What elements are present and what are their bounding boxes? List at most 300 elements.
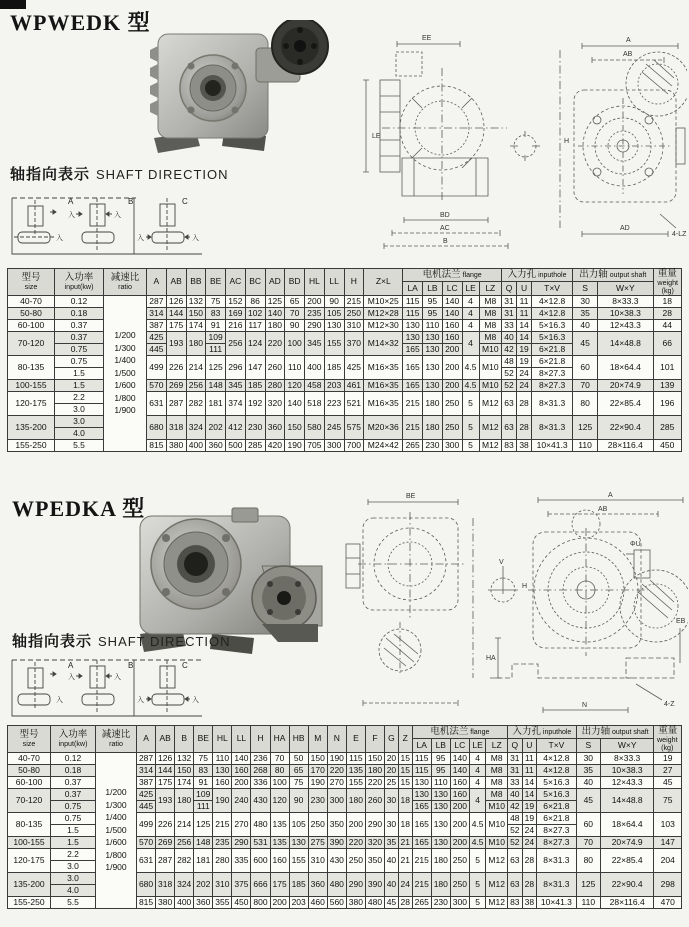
- dim-label: EB: [676, 618, 686, 625]
- data-cell: M8: [486, 764, 508, 776]
- data-cell: 130: [403, 331, 423, 343]
- data-cell: 24: [517, 367, 532, 379]
- data-cell: M20×36: [364, 415, 403, 439]
- dim-label: A: [608, 492, 613, 499]
- data-cell: 215: [412, 872, 431, 896]
- data-cell: 30: [573, 295, 598, 307]
- data-cell: 165: [412, 836, 431, 848]
- data-cell: 0.75: [55, 355, 104, 367]
- data-cell: 8×31.3: [537, 872, 577, 896]
- data-cell: 140: [285, 391, 305, 415]
- data-cell: 230: [245, 415, 265, 439]
- data-cell: 130: [324, 319, 344, 331]
- data-cell: 130: [412, 788, 431, 800]
- data-cell: 130: [423, 355, 443, 379]
- input-mark: 入: [192, 235, 199, 242]
- data-cell: 215: [403, 415, 423, 439]
- dim-label: AC: [440, 225, 450, 232]
- data-cell: 60: [573, 355, 598, 379]
- data-cell: 285: [245, 439, 265, 451]
- data-cell: 24: [398, 872, 412, 896]
- data-cell: 216: [226, 319, 246, 331]
- data-cell: 132: [186, 295, 206, 307]
- data-cell: 202: [194, 872, 213, 896]
- data-cell: 4.0: [51, 884, 96, 896]
- data-cell: 124: [245, 331, 265, 355]
- data-cell: M12: [486, 872, 508, 896]
- data-cell: 52: [508, 836, 523, 848]
- data-cell: 80: [270, 764, 289, 776]
- data-cell: 190: [285, 439, 305, 451]
- input-mark: 入: [192, 697, 199, 704]
- data-cell: 75: [289, 776, 308, 788]
- data-cell: 19: [517, 343, 532, 355]
- data-cell: 18: [398, 812, 412, 836]
- data-cell: 40: [508, 788, 523, 800]
- data-cell: 111: [206, 343, 226, 355]
- data-cell: 31: [508, 752, 523, 764]
- size-cell: 120-175: [8, 848, 51, 872]
- data-cell: 235: [213, 836, 232, 848]
- data-cell: 380: [166, 439, 186, 451]
- data-cell: 125: [573, 415, 598, 439]
- data-cell: 27: [654, 764, 682, 776]
- data-cell: 130: [423, 343, 443, 355]
- diagram-label-a: A: [68, 197, 74, 206]
- data-cell: 31: [508, 764, 523, 776]
- data-cell: 360: [308, 872, 327, 896]
- dimension-drawing-wpedka: [338, 488, 688, 723]
- shaft-direction-cn: 轴指向表示: [12, 633, 93, 650]
- column-header: LZ: [479, 282, 501, 295]
- input-mark: 入: [68, 212, 75, 219]
- spec-table-wpwedk: [7, 268, 682, 452]
- data-cell: 90: [285, 319, 305, 331]
- data-cell: 125: [576, 872, 600, 896]
- data-cell: M8: [479, 331, 501, 343]
- data-cell: M14×32: [364, 331, 403, 355]
- data-cell: 52: [502, 379, 517, 391]
- column-header: Z×L: [364, 269, 403, 296]
- data-cell: 245: [324, 415, 344, 439]
- data-cell: 458: [305, 379, 325, 391]
- data-cell: 11: [517, 307, 532, 319]
- data-cell: 8×33.3: [600, 752, 654, 764]
- data-cell: 8×27.3: [537, 836, 577, 848]
- data-cell: 270: [327, 776, 346, 788]
- data-cell: 336: [251, 776, 270, 788]
- column-header: LE: [462, 282, 479, 295]
- data-cell: 324: [186, 415, 206, 439]
- data-cell: 200: [346, 812, 365, 836]
- data-cell: 140: [450, 764, 469, 776]
- column-header: HB: [289, 726, 308, 753]
- group-header: 入力孔 inputhole: [502, 269, 573, 282]
- data-cell: 570: [147, 379, 167, 391]
- size-cell: 70-120: [8, 788, 51, 812]
- data-cell: 33: [508, 776, 523, 788]
- data-cell: 370: [344, 331, 364, 355]
- data-cell: 480: [365, 896, 384, 908]
- data-cell: 35: [573, 307, 598, 319]
- data-cell: 169: [226, 307, 246, 319]
- data-cell: 220: [265, 331, 285, 355]
- data-cell: 193: [156, 788, 175, 812]
- data-cell: 318: [166, 415, 186, 439]
- data-cell: 5×16.3: [532, 331, 573, 343]
- data-cell: 8×27.3: [532, 379, 573, 391]
- column-header: M: [308, 726, 327, 753]
- data-cell: 350: [327, 812, 346, 836]
- dim-label: EE: [422, 35, 432, 42]
- data-cell: 235: [305, 307, 325, 319]
- data-cell: 28: [517, 415, 532, 439]
- data-cell: M8: [486, 788, 508, 800]
- data-cell: 42: [502, 343, 517, 355]
- data-cell: 40: [385, 848, 399, 872]
- data-cell: 705: [305, 439, 325, 451]
- data-cell: 175: [156, 776, 175, 788]
- data-cell: 109: [206, 331, 226, 343]
- size-cell: 100-155: [8, 836, 51, 848]
- data-cell: 260: [265, 355, 285, 379]
- data-cell: 19: [654, 752, 682, 764]
- data-cell: 250: [344, 307, 364, 319]
- group-header: 出力轴 output shaft: [573, 269, 653, 282]
- data-cell: 174: [175, 776, 194, 788]
- data-cell: 144: [166, 307, 186, 319]
- data-cell: 147: [245, 355, 265, 379]
- data-cell: 185: [289, 872, 308, 896]
- data-cell: 125: [194, 812, 213, 836]
- data-cell: 269: [156, 836, 175, 848]
- data-cell: 287: [166, 391, 186, 415]
- data-cell: 135: [346, 764, 365, 776]
- data-cell: 30: [385, 788, 399, 812]
- data-cell: 430: [327, 848, 346, 872]
- data-cell: 14×48.8: [598, 331, 653, 355]
- data-cell: 390: [327, 836, 346, 848]
- data-cell: 155: [324, 331, 344, 355]
- data-cell: 575: [344, 415, 364, 439]
- product-photo-wpwedk: [96, 20, 338, 160]
- data-cell: 4×12.8: [537, 764, 577, 776]
- data-cell: 5: [469, 896, 485, 908]
- dim-label: N: [582, 702, 588, 709]
- data-cell: 22×85.4: [598, 391, 653, 415]
- data-cell: 290: [305, 319, 325, 331]
- spec-table-wrap-wpedka: [7, 725, 682, 909]
- data-cell: 8×27.3: [537, 824, 577, 836]
- data-cell: 5: [462, 415, 479, 439]
- group-header: 入力孔 inputhole: [508, 726, 577, 739]
- data-cell: 130: [289, 836, 308, 848]
- data-cell: 91: [194, 776, 213, 788]
- model-title-wpedka: WPEDKA 型: [12, 496, 146, 521]
- column-header: AC: [226, 269, 246, 296]
- data-cell: 28: [517, 391, 532, 415]
- data-cell: M24×42: [364, 439, 403, 451]
- data-cell: 226: [166, 355, 186, 379]
- data-cell: 21: [398, 848, 412, 872]
- data-cell: 4: [469, 788, 485, 812]
- data-cell: 130: [213, 764, 232, 776]
- data-cell: 4×12.8: [532, 295, 573, 307]
- data-cell: 18×64.4: [598, 355, 653, 379]
- data-cell: 666: [251, 872, 270, 896]
- data-cell: 130: [431, 800, 450, 812]
- column-header: Q: [508, 739, 523, 752]
- data-cell: 300: [324, 439, 344, 451]
- data-cell: 320: [365, 836, 384, 848]
- data-cell: M10×25: [364, 295, 403, 307]
- data-cell: 215: [344, 295, 364, 307]
- data-cell: 290: [365, 812, 384, 836]
- data-cell: 287: [137, 752, 156, 764]
- data-cell: 230: [431, 896, 450, 908]
- data-cell: 45: [573, 331, 598, 355]
- data-cell: 300: [450, 896, 469, 908]
- data-cell: 110: [423, 319, 443, 331]
- data-cell: 180: [431, 848, 450, 872]
- data-cell: 28×116.4: [598, 439, 653, 451]
- data-cell: 110: [573, 439, 598, 451]
- data-cell: 400: [305, 355, 325, 379]
- data-cell: 30: [385, 812, 399, 836]
- data-cell: 430: [251, 788, 270, 812]
- data-cell: 40: [385, 872, 399, 896]
- data-cell: 152: [226, 295, 246, 307]
- data-cell: 425: [137, 788, 156, 800]
- column-header: BC: [245, 269, 265, 296]
- data-cell: 95: [423, 295, 443, 307]
- diagram-label-c: C: [182, 197, 188, 206]
- data-cell: M12: [479, 391, 501, 415]
- data-cell: 18: [653, 295, 681, 307]
- input-mark: 入: [137, 697, 144, 704]
- shaft-direction-cn: 轴指向表示: [10, 166, 91, 183]
- column-header: BD: [285, 269, 305, 296]
- data-cell: 10×41.3: [537, 896, 577, 908]
- data-cell: 200: [450, 800, 469, 812]
- dim-label: ΦU: [630, 541, 641, 548]
- data-cell: M10: [479, 379, 501, 391]
- data-cell: 22×90.4: [600, 872, 654, 896]
- column-header: H: [251, 726, 270, 753]
- data-cell: 139: [653, 379, 681, 391]
- data-cell: 285: [653, 415, 681, 439]
- data-cell: 12×43.3: [598, 319, 653, 331]
- size-cell: 80-135: [8, 355, 55, 379]
- data-cell: 250: [450, 848, 469, 872]
- data-cell: 150: [365, 752, 384, 764]
- data-cell: 52: [502, 367, 517, 379]
- size-cell: 100-155: [8, 379, 55, 391]
- data-cell: 100: [285, 331, 305, 355]
- data-cell: 18: [398, 788, 412, 812]
- column-header: B: [175, 726, 194, 753]
- data-cell: M16×35: [364, 355, 403, 379]
- data-cell: 390: [365, 872, 384, 896]
- column-header: LL: [232, 726, 251, 753]
- data-cell: 700: [344, 439, 364, 451]
- data-cell: 4: [469, 752, 485, 764]
- data-cell: 631: [137, 848, 156, 872]
- size-cell: 155-250: [8, 896, 51, 908]
- data-cell: 10×38.3: [598, 307, 653, 319]
- data-cell: 287: [147, 295, 167, 307]
- dim-label: A: [626, 37, 631, 44]
- column-header: H: [344, 269, 364, 296]
- column-header: Z: [398, 726, 412, 753]
- data-cell: 140: [442, 295, 462, 307]
- column-header: HL: [213, 726, 232, 753]
- data-cell: 345: [305, 331, 325, 355]
- size-cell: 40-70: [8, 752, 51, 764]
- data-cell: 110: [213, 752, 232, 764]
- column-header: 入功率 input(kw): [51, 726, 96, 753]
- data-cell: 150: [186, 307, 206, 319]
- data-cell: 296: [226, 355, 246, 379]
- data-cell: 360: [194, 896, 213, 908]
- data-cell: 126: [156, 752, 175, 764]
- data-cell: 200: [305, 295, 325, 307]
- column-header: AB: [156, 726, 175, 753]
- data-cell: 165: [412, 800, 431, 812]
- data-cell: 450: [232, 896, 251, 908]
- column-header: 减速比 ratio: [104, 269, 147, 296]
- size-cell: 135-200: [8, 415, 55, 439]
- data-cell: 4: [469, 764, 485, 776]
- data-cell: 11: [517, 295, 532, 307]
- data-cell: 223: [324, 391, 344, 415]
- data-cell: 4.5: [462, 379, 479, 391]
- diagram-label-c: C: [182, 661, 188, 670]
- data-cell: 4: [462, 319, 479, 331]
- data-cell: 220: [346, 836, 365, 848]
- input-mark: 入: [56, 697, 63, 704]
- data-cell: 40: [573, 319, 598, 331]
- data-cell: 250: [442, 391, 462, 415]
- data-cell: 230: [423, 439, 443, 451]
- data-cell: 1.5: [55, 379, 104, 391]
- data-cell: M16×35: [364, 379, 403, 391]
- data-cell: 175: [270, 872, 289, 896]
- data-cell: 174: [186, 319, 206, 331]
- column-header: A: [137, 726, 156, 753]
- data-cell: 110: [431, 776, 450, 788]
- data-cell: 203: [289, 896, 308, 908]
- column-header: W×Y: [598, 282, 653, 295]
- data-cell: 314: [147, 307, 167, 319]
- data-cell: 101: [653, 355, 681, 379]
- data-cell: 200: [442, 379, 462, 391]
- dim-label: AB: [598, 506, 608, 513]
- data-cell: 0.37: [55, 331, 104, 343]
- data-cell: 5.5: [51, 896, 96, 908]
- data-cell: 680: [147, 415, 167, 439]
- column-header: 重量 weight (kg): [654, 726, 682, 753]
- spec-table-wrap-wpwedk: [7, 268, 682, 452]
- data-cell: 63: [508, 848, 523, 872]
- data-cell: 15: [398, 764, 412, 776]
- data-cell: 4×12.8: [537, 752, 577, 764]
- data-cell: 560: [327, 896, 346, 908]
- data-cell: M10: [486, 800, 508, 812]
- data-cell: 135: [270, 812, 289, 836]
- data-cell: 250: [308, 812, 327, 836]
- data-cell: 0.12: [55, 295, 104, 307]
- dim-label: HA: [486, 655, 496, 662]
- data-cell: 214: [175, 812, 194, 836]
- data-cell: 0.37: [55, 319, 104, 331]
- data-cell: 8×31.3: [532, 415, 573, 439]
- data-cell: 815: [137, 896, 156, 908]
- shaft-direction-en: SHAFT DIRECTION: [98, 634, 231, 649]
- data-cell: 40: [576, 776, 600, 788]
- data-cell: 170: [308, 764, 327, 776]
- data-cell: M8: [479, 307, 501, 319]
- column-header: LB: [431, 739, 450, 752]
- data-cell: 140: [450, 752, 469, 764]
- data-cell: 8×27.3: [532, 367, 573, 379]
- data-cell: 24: [522, 824, 537, 836]
- data-cell: 310: [308, 848, 327, 872]
- data-cell: 22×85.4: [600, 848, 654, 872]
- data-cell: 35: [576, 764, 600, 776]
- data-cell: 268: [251, 764, 270, 776]
- data-cell: 28: [653, 307, 681, 319]
- data-cell: 290: [232, 836, 251, 848]
- data-cell: 28: [522, 848, 537, 872]
- data-cell: 45: [654, 776, 682, 788]
- data-cell: M12: [479, 415, 501, 439]
- data-cell: 350: [365, 848, 384, 872]
- data-cell: 120: [285, 379, 305, 391]
- data-cell: 75: [654, 788, 682, 812]
- data-cell: 0.37: [51, 788, 96, 800]
- data-cell: 450: [653, 439, 681, 451]
- data-cell: 63: [508, 872, 523, 896]
- data-cell: M8: [486, 776, 508, 788]
- data-cell: 190: [327, 752, 346, 764]
- data-cell: 4.5: [469, 836, 485, 848]
- data-cell: 215: [403, 391, 423, 415]
- data-cell: 202: [206, 415, 226, 439]
- data-cell: 375: [232, 872, 251, 896]
- size-cell: 70-120: [8, 331, 55, 355]
- data-cell: 180: [186, 331, 206, 355]
- data-cell: 8×33.3: [598, 295, 653, 307]
- data-cell: 15: [398, 776, 412, 788]
- size-cell: 135-200: [8, 872, 51, 896]
- data-cell: 33: [502, 319, 517, 331]
- data-cell: 65: [285, 295, 305, 307]
- data-cell: 470: [654, 896, 682, 908]
- data-cell: 0.75: [55, 343, 104, 355]
- data-cell: 144: [156, 764, 175, 776]
- column-header: Q: [502, 282, 517, 295]
- data-cell: 412: [226, 415, 246, 439]
- data-cell: 110: [576, 896, 600, 908]
- group-header: 出力轴 output shaft: [576, 726, 654, 739]
- data-cell: 42: [508, 800, 523, 812]
- column-header: LA: [412, 739, 431, 752]
- data-cell: 220: [365, 776, 384, 788]
- data-cell: 0.12: [51, 752, 96, 764]
- data-cell: 400: [186, 439, 206, 451]
- diagram-label-a: A: [68, 661, 74, 670]
